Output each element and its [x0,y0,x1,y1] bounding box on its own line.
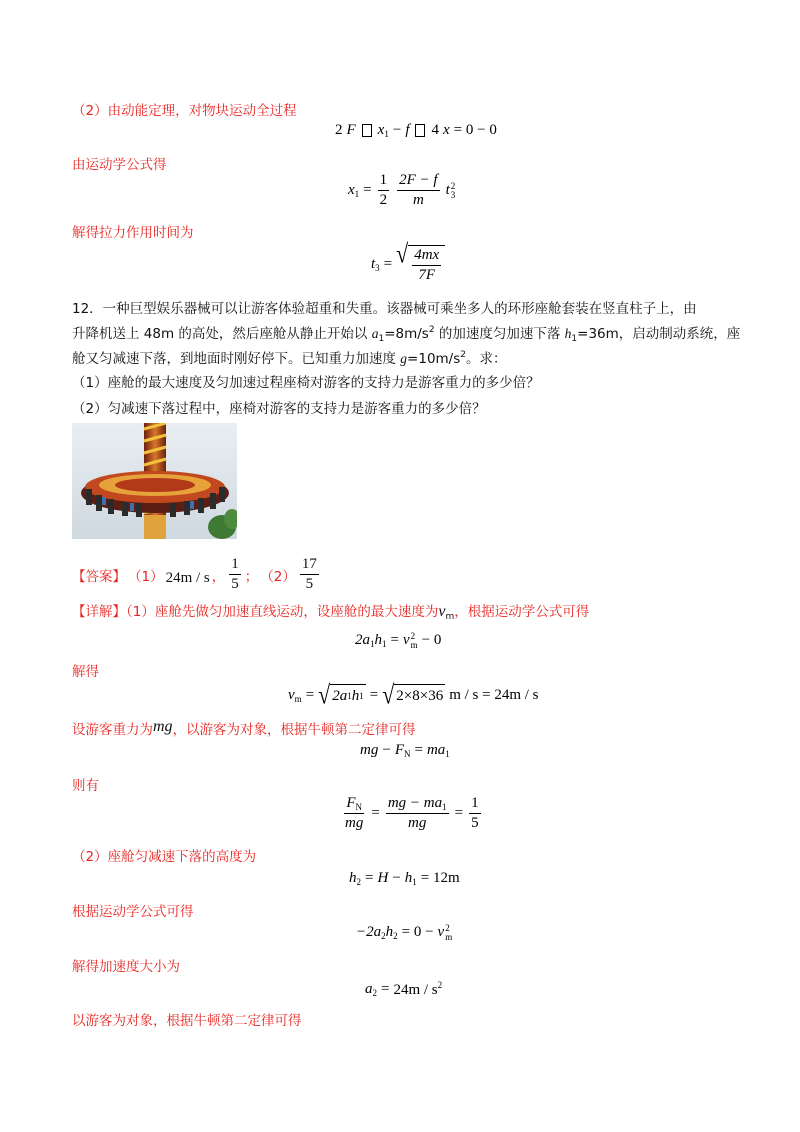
equation-deceleration: $-2a_2h_2$ = 0 − v 2 m [356,923,453,942]
gravity-line: 设游客重力为mg，以游客为对象，根据牛顿第二定律可得 [72,718,416,738]
accel-label: 解得加速度大小为 [72,959,180,975]
equation-max-velocity: $v_m$ = √ 2a 1 h 1 = √ 2×8×36 m / s = 24m / s [288,679,539,710]
amusement-ride-photo [72,423,237,539]
then-label: 则有 [72,778,99,794]
problem-line-1: 12．一种巨型娱乐器械可以让游客体验超重和失重。该器械可乘坐多人的环形座舱套装在竖直柱子上，由 [72,301,697,317]
equation-velocity-squared: $2a_1h_1$ = v 2 m − 0 [355,631,442,650]
equation-displacement: $x_1$ = $\frac{1}{2}$ $\frac{2F - f}{m}$ t 2 3 [348,172,456,209]
time-label: 解得拉力作用时间为 [72,225,194,241]
answer-fraction-2: $\frac{17}{5}$ [301,556,317,593]
question-1: （1）座舱的最大速度及匀加速过程座椅对游客的支持力是游客重力的多少倍？ [72,375,540,391]
equation-time: $t_3$ = √ $\frac{4mx}{7F}$ [371,245,445,285]
equation-work-energy: 2 F $x_1$ − f 4 x = 0 − 0 [335,122,497,139]
missing-glyph-box [362,124,372,137]
part2-height-text: （2）座舱匀减速下落的高度为 [72,849,257,865]
kinematics-label-2: 根据运动学公式可得 [72,904,194,920]
solve-label-1: 解得 [72,664,99,680]
answer-label: 【答案】 [72,568,126,585]
answer-fraction-1: $\frac{1}{5}$ [231,556,239,593]
newton-label: 以游客为对象，根据牛顿第二定律可得 [72,1013,302,1029]
equation-accel-2: $a_2$ = $24m / s^2$ [365,980,443,998]
part2-energy-text: （2）由动能定理，对物块运动全过程 [72,103,297,119]
kinematics-label: 由运动学公式得 [72,157,167,173]
equation-height-2: $h_2$ = H − $h_1$ = 12m [349,870,460,887]
detail-label: 【详解】 [72,604,126,620]
answer-velocity: 24m / s [165,570,210,587]
answer-line: 【答案】 （1） 24m / s ， $\frac{1}{5}$ ； （2） $\frac{17}{5}$ [72,556,317,593]
equation-newton-1: mg − $F_N$ = $ma_1$ [360,742,450,759]
problem-line-2: 升降机送上 48m 的高处，然后座舱从静止开始以 $a_1=8m/s^2$ 的加速度匀加速下落 $h_1=36m$，启动制动系统，座 [72,325,741,344]
missing-glyph-box [415,124,425,137]
question-2: （2）匀减速下落过程中，座椅对游客的支持力是游客重力的多少倍？ [72,401,486,417]
problem-line-3: 舱又匀减速下落，到地面时刚好停下。已知重力加速度 $g=10m/s^2$。求： [72,350,507,367]
detail-line: 【详解】（1）座舱先做匀加速直线运动，设座舱的最大速度为$v_m$，根据运动学公式可得 [72,603,590,622]
equation-ratio-1: $\frac{F_N}{mg}$ = $\frac{mg - ma_1}{mg}$ = $\frac{1}{5}$ [345,795,479,832]
